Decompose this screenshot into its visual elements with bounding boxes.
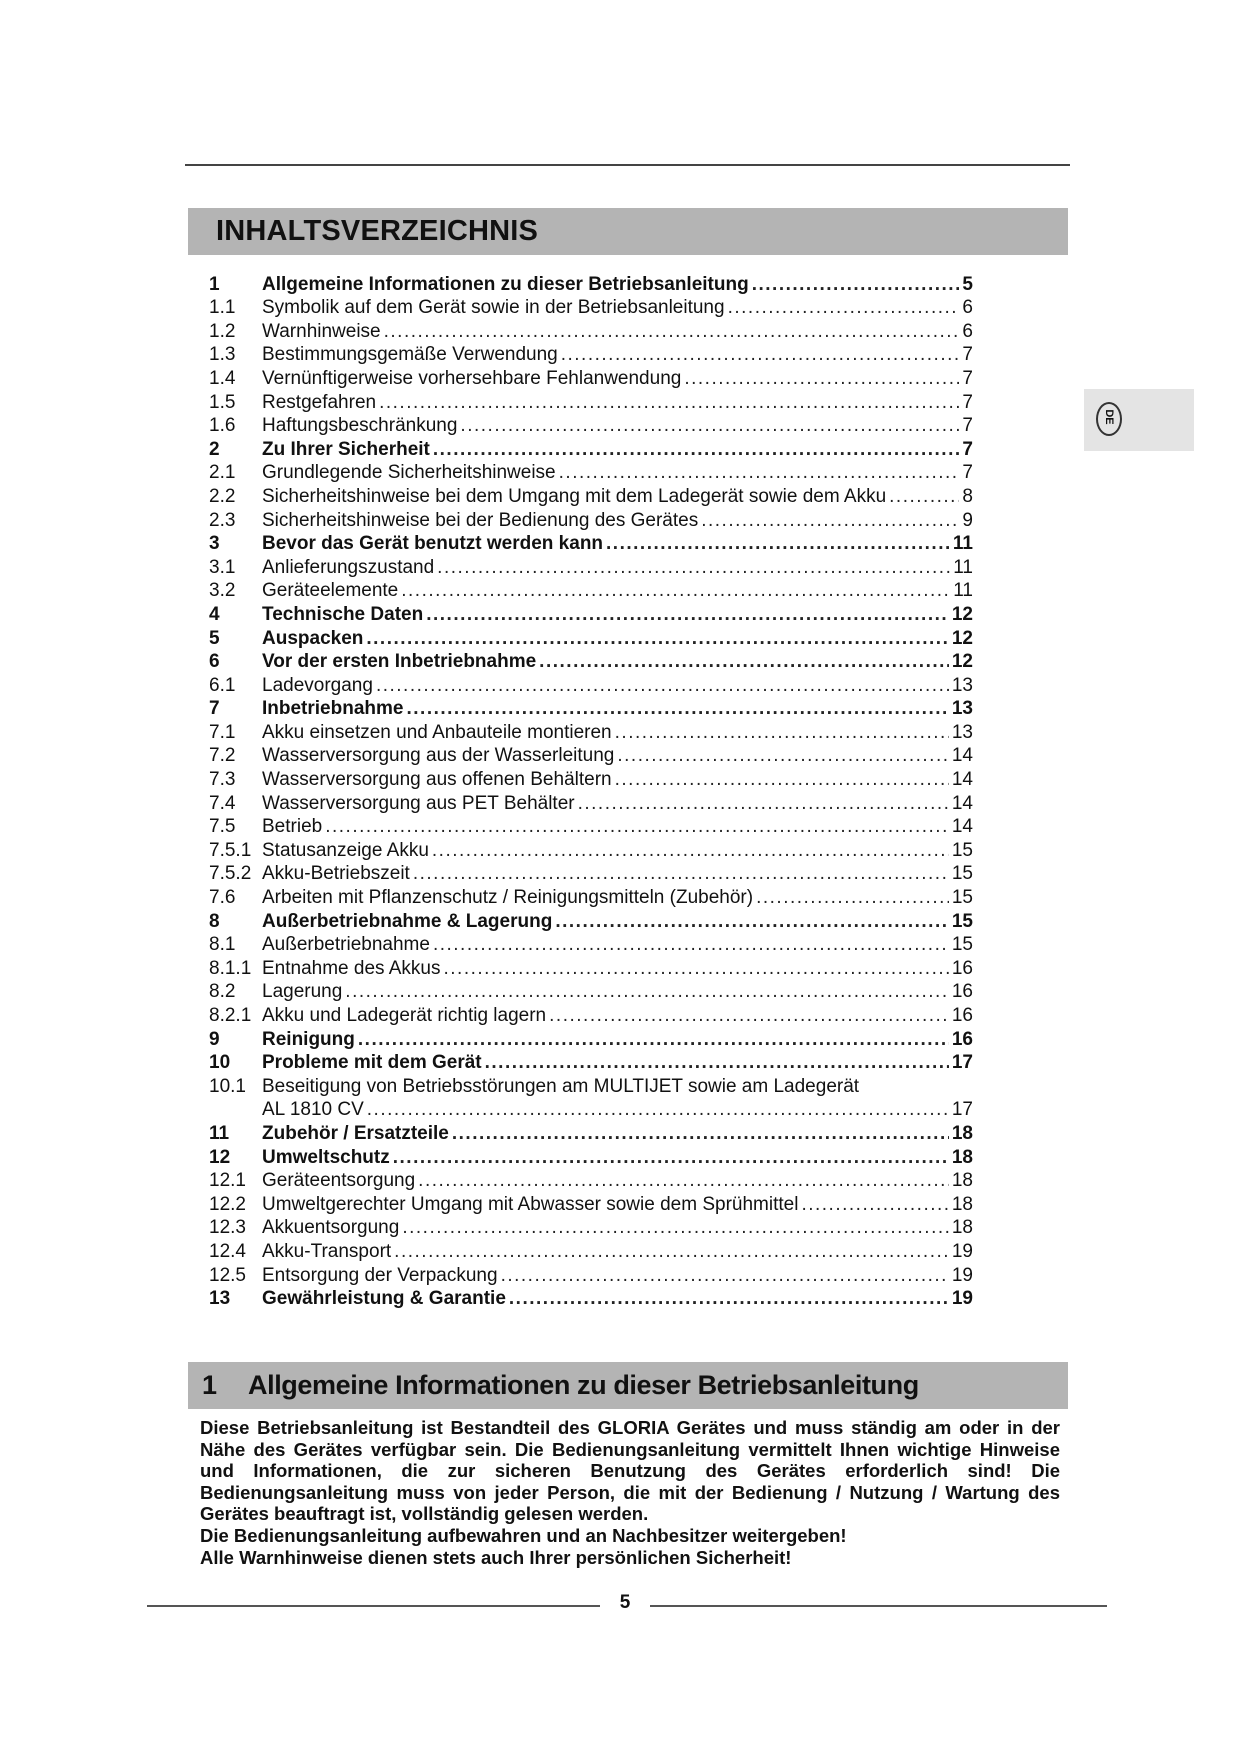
toc-entry-page: 13 <box>951 698 973 720</box>
toc-leader-dots <box>561 344 960 365</box>
toc-leader-dots <box>437 557 950 578</box>
toc-entry[interactable] <box>209 908 973 932</box>
toc-entry[interactable] <box>209 884 973 908</box>
toc-entry[interactable] <box>209 696 973 720</box>
intro-paragraph: Diese Betriebsanleitung ist Bestandteil des GLORIA Gerätes und muss ständig am oder in der Nähe des Gerätes verfügbar sein. Die Bedienungsanleitung vermittelt Ihnen wichtige Hinweise und Informationen, die zur sicheren Benutzung des Gerätes erforderlich sind! Die Bedienungsanleitung muss von jeder Person, die mit der Bedienung / Nutzung / Wartung des Gerätes beauftragt ist, vollständig gelesen werden. <box>200 1417 1060 1525</box>
toc-entry-number: 6.1 <box>209 674 236 696</box>
toc-entry-title: Außerbetriebnahme & Lagerung <box>262 910 553 932</box>
toc-entry-page: 13 <box>951 721 973 743</box>
toc-entry[interactable] <box>209 672 973 696</box>
toc-entry-number: 8.2 <box>209 981 236 1003</box>
toc-leader-dots <box>433 934 949 955</box>
toc-entry-number: 1.4 <box>209 367 236 389</box>
toc-leader-dots <box>889 486 959 507</box>
toc-entry[interactable] <box>209 436 973 460</box>
toc-entry-number: 10 <box>209 1052 231 1074</box>
toc-entry-number: 13 <box>209 1288 231 1310</box>
toc-entry-number: 12.4 <box>209 1240 246 1262</box>
toc-entry-number: 7.2 <box>209 745 236 767</box>
toc-leader-dots <box>549 1005 949 1026</box>
toc-entry[interactable] <box>209 483 973 507</box>
toc-entry-title: Wasserversorgung aus PET Behälter <box>262 792 575 814</box>
toc-entry[interactable] <box>209 365 973 389</box>
toc-entry[interactable] <box>209 389 973 413</box>
toc-entry-title: Akku-Transport <box>262 1240 392 1262</box>
toc-entry-number: 12 <box>209 1146 231 1168</box>
toc-entry-title: Akkuentsorgung <box>262 1217 400 1239</box>
toc-entry[interactable] <box>209 318 973 342</box>
toc-leader-dots <box>345 981 949 1002</box>
toc-entry-page: 7 <box>962 344 973 366</box>
toc-leader-dots <box>485 1052 949 1073</box>
toc-leader-dots <box>615 769 949 790</box>
toc-entry-title: Zubehör / Ersatzteile <box>262 1122 449 1144</box>
toc-entry-number: 10.1 <box>209 1075 246 1097</box>
toc-entry-page: 15 <box>951 910 973 932</box>
toc-entry-title: Restgefahren <box>262 391 377 413</box>
toc-entry-title: Sicherheitshinweise bei dem Umgang mit dem Ladegerät sowie dem Akku <box>262 485 887 507</box>
toc-entry-page: 14 <box>951 769 973 791</box>
toc-leader-dots <box>366 628 948 649</box>
toc-entry-page: 12 <box>951 651 973 673</box>
toc-leader-dots <box>426 604 949 625</box>
toc-entry-page: 7 <box>962 438 973 460</box>
toc-leader-dots <box>406 698 948 719</box>
toc-entry-number: 2.1 <box>209 462 236 484</box>
toc-entry-title: Lagerung <box>262 981 343 1003</box>
language-label: DE <box>1103 409 1115 425</box>
toc-entry[interactable] <box>209 342 973 366</box>
toc-entry-continuation[interactable] <box>209 1097 973 1121</box>
toc-leader-dots <box>379 392 959 413</box>
toc-leader-dots <box>432 840 949 861</box>
toc-leader-dots <box>384 321 960 342</box>
toc-leader-dots <box>539 651 949 672</box>
toc-entry[interactable] <box>209 790 973 814</box>
toc-entry[interactable] <box>209 1238 973 1262</box>
toc-entry-number: 7.1 <box>209 721 236 743</box>
toc-entry-number: 9 <box>209 1028 220 1050</box>
toc-entry-title-cont: AL 1810 CV <box>262 1099 364 1121</box>
toc-leader-dots <box>801 1194 948 1215</box>
toc-entry-number: 6 <box>209 651 220 673</box>
toc-entry-page: 16 <box>951 957 973 979</box>
toc-entry-title: Probleme mit dem Gerät <box>262 1052 482 1074</box>
toc-entry-page: 18 <box>951 1193 973 1215</box>
toc-entry-page: 7 <box>962 367 973 389</box>
toc-entry-number: 1.3 <box>209 344 236 366</box>
toc-entry-number: 7.5.2 <box>209 863 252 885</box>
toc-leader-dots <box>452 1123 949 1144</box>
toc-entry-number: 3.2 <box>209 580 236 602</box>
toc-entry-number: 1.5 <box>209 391 236 413</box>
toc-entry[interactable] <box>209 1050 973 1074</box>
toc-entry-number: 7.6 <box>209 887 236 909</box>
toc-entry-title: Arbeiten mit Pflanzenschutz / Reinigungsmitteln (Zubehör) <box>262 887 754 909</box>
toc-entry-page: 15 <box>951 839 973 861</box>
toc-entry-number: 4 <box>209 603 220 625</box>
toc-entry[interactable] <box>209 1262 973 1286</box>
toc-leader-dots <box>752 274 960 295</box>
toc-entry-title: Vernünftigerweise vorhersehbare Fehlanwendung <box>262 367 682 389</box>
toc-entry-number: 11 <box>209 1122 230 1144</box>
toc-entry-page: 16 <box>951 1028 973 1050</box>
toc-entry-page: 15 <box>951 887 973 909</box>
toc-entry-page: 7 <box>962 462 973 484</box>
toc-entry[interactable] <box>209 814 973 838</box>
toc-entry-title: Sicherheitshinweise bei der Bedienung des Gerätes <box>262 509 699 531</box>
toc-entry-title: Akku und Ladegerät richtig lagern <box>262 1005 547 1026</box>
toc-entry-page: 6 <box>962 320 973 342</box>
toc-entry[interactable] <box>209 413 973 437</box>
toc-leader-dots <box>402 1217 949 1238</box>
toc-entry-number: 12.5 <box>209 1264 246 1286</box>
toc-leader-dots <box>376 675 949 696</box>
toc-entry-page: 16 <box>951 1005 973 1026</box>
toc-entry-page: 11 <box>952 533 973 555</box>
toc-leader-dots <box>413 863 949 884</box>
toc-entry-page: 12 <box>951 627 973 649</box>
toc-entry[interactable] <box>209 578 973 602</box>
toc-leader-dots <box>393 1147 949 1168</box>
toc-entry-page: 17 <box>951 1052 973 1074</box>
toc-entry-title: Reinigung <box>262 1028 355 1050</box>
toc-entry[interactable] <box>209 1002 973 1026</box>
section-intro <box>200 1417 1060 1568</box>
toc-entry-title: Akku einsetzen und Anbauteile montieren <box>262 721 612 743</box>
toc-entry[interactable] <box>209 531 973 555</box>
toc-entry-page: 18 <box>951 1146 973 1168</box>
language-tab <box>1084 389 1194 451</box>
toc-entry-page: 8 <box>962 485 973 507</box>
toc-entry-number: 1.2 <box>209 320 236 342</box>
toc-entry-number: 12.1 <box>209 1170 246 1192</box>
toc-entry-page: 14 <box>951 792 973 814</box>
toc-entry-page: 18 <box>951 1217 973 1239</box>
toc-entry-page: 11 <box>953 580 973 602</box>
toc-leader-dots <box>444 958 949 979</box>
footer-rule-left <box>147 1605 600 1607</box>
toc-entry[interactable] <box>209 295 973 319</box>
intro-line-safety: Alle Warnhinweise dienen stets auch Ihrer persönlichen Sicherheit! <box>200 1546 792 1568</box>
toc-entry[interactable] <box>209 460 973 484</box>
toc-entry-title: Entsorgung der Verpackung <box>262 1264 498 1286</box>
toc-entry-page: 11 <box>953 556 973 578</box>
toc-entry-title: Anlieferungszustand <box>262 556 435 578</box>
toc-entry[interactable] <box>209 649 973 673</box>
toc-entry-number: 7.4 <box>209 792 236 814</box>
toc-entry-title: Technische Daten <box>262 603 424 625</box>
toc-entry[interactable] <box>209 601 973 625</box>
toc-entry-page: 17 <box>951 1099 973 1121</box>
section-number: 1 <box>202 1370 217 1400</box>
toc-entry[interactable] <box>209 507 973 531</box>
toc-entry-title: Beseitigung von Betriebsstörungen am MULTIJET sowie am Ladegerät <box>262 1075 860 1097</box>
section-title: Allgemeine Informationen zu dieser Betriebsanleitung <box>248 1370 919 1400</box>
toc-entry-number: 1.1 <box>209 297 236 319</box>
footer-rule-right <box>650 1605 1107 1607</box>
toc-entry-number: 5 <box>209 627 220 649</box>
toc-entry-title: Geräteelemente <box>262 580 399 602</box>
toc-leader-dots <box>418 1170 949 1191</box>
toc-leader-dots <box>606 533 950 554</box>
toc-entry-number: 7 <box>209 698 220 720</box>
intro-line-keep-manual: Die Bedienungsanleitung aufbewahren und an Nachbesitzer weitergeben! <box>200 1524 847 1546</box>
toc-entry[interactable] <box>209 1026 973 1050</box>
toc-entry[interactable] <box>209 955 973 979</box>
toc-leader-dots <box>728 297 960 318</box>
toc-entry[interactable] <box>209 1286 973 1310</box>
toc-leader-dots <box>617 745 949 766</box>
toc-leader-dots <box>578 793 949 814</box>
toc-entry-number: 3 <box>209 533 220 555</box>
toc-entry-title: Bevor das Gerät benutzt werden kann <box>262 533 604 555</box>
toc-entry-number: 3.1 <box>209 556 236 578</box>
toc-entry-page: 18 <box>951 1122 973 1144</box>
toc-entry-number: 2.3 <box>209 509 236 531</box>
toc-leader-dots <box>756 887 949 908</box>
section-heading <box>188 1362 1068 1409</box>
toc-entry[interactable] <box>209 719 973 743</box>
toc-entry[interactable] <box>209 1120 973 1144</box>
toc-entry-page: 19 <box>951 1288 973 1310</box>
toc-title: INHALTSVERZEICHNIS <box>188 208 1068 255</box>
toc-leader-dots <box>684 368 959 389</box>
toc-leader-dots <box>501 1265 949 1286</box>
toc-entry-page: 18 <box>951 1170 973 1192</box>
toc-entry-page: 13 <box>951 674 973 696</box>
toc-entry-title: Statusanzeige Akku <box>262 839 429 861</box>
toc-leader-dots <box>615 722 949 743</box>
toc-entry-title: Wasserversorgung aus der Wasserleitung <box>262 745 615 767</box>
toc-entry-title: Akku-Betriebszeit <box>262 863 410 885</box>
toc-leader-dots <box>367 1099 949 1120</box>
toc-entry-title: Außerbetriebnahme <box>262 934 430 956</box>
toc-entry[interactable] <box>209 979 973 1003</box>
toc-entry[interactable] <box>209 861 973 885</box>
table-of-contents <box>209 271 973 1309</box>
toc-entry[interactable] <box>209 743 973 767</box>
toc-entry-number: 8.1.1 <box>209 957 252 979</box>
toc-leader-dots <box>509 1288 949 1309</box>
toc-entry-page: 9 <box>962 509 973 531</box>
toc-entry-number: 2.2 <box>209 485 236 507</box>
toc-entry-title: Inbetriebnahme <box>262 698 404 720</box>
toc-entry-title: Betrieb <box>262 816 323 838</box>
toc-leader-dots <box>460 415 959 436</box>
toc-entry-title: Ladevorgang <box>262 674 373 696</box>
toc-entry-title: Geräteentsorgung <box>262 1170 416 1192</box>
toc-entry-page: 16 <box>951 981 973 1003</box>
toc-entry[interactable] <box>209 837 973 861</box>
toc-entry-title: Warnhinweise <box>262 320 381 342</box>
toc-leader-dots <box>401 580 950 601</box>
toc-entry-page: 7 <box>962 415 973 437</box>
toc-entry-number: 8.2.1 <box>209 1005 252 1026</box>
toc-entry-number: 1 <box>209 273 220 295</box>
toc-entry[interactable] <box>209 766 973 790</box>
toc-entry-page: 5 <box>962 273 973 295</box>
toc-leader-dots <box>559 462 960 483</box>
toc-entry-page: 14 <box>951 745 973 767</box>
toc-entry[interactable] <box>209 1073 973 1097</box>
toc-entry-title: Auspacken <box>262 627 364 649</box>
toc-leader-dots <box>358 1029 949 1050</box>
toc-entry-page: 6 <box>962 297 973 319</box>
toc-entry-number: 2 <box>209 438 220 460</box>
toc-entry-title: Haftungsbeschränkung <box>262 415 458 437</box>
toc-entry-title: Gewährleistung & Garantie <box>262 1288 506 1310</box>
toc-entry-page: 7 <box>962 391 973 413</box>
toc-entry-number: 7.5.1 <box>209 839 252 861</box>
toc-entry-title: Symbolik auf dem Gerät sowie in der Betriebsanleitung <box>262 297 725 319</box>
toc-entry-number: 1.6 <box>209 415 236 437</box>
toc-entry-title: Wasserversorgung aus offenen Behältern <box>262 769 612 791</box>
toc-entry-number: 8.1 <box>209 934 236 956</box>
toc-entry-title: Umweltschutz <box>262 1146 390 1168</box>
toc-entry[interactable] <box>209 1215 973 1239</box>
toc-entry-page: 15 <box>951 863 973 885</box>
toc-entry-title: Allgemeine Informationen zu dieser Betriebsanleitung <box>262 273 749 295</box>
toc-entry-title: Umweltgerechter Umgang mit Abwasser sowie dem Sprühmittel <box>262 1193 799 1215</box>
toc-entry[interactable] <box>209 271 973 295</box>
toc-entry[interactable] <box>209 932 973 956</box>
toc-entry-title: Zu Ihrer Sicherheit <box>262 438 430 460</box>
toc-entry-page: 19 <box>951 1240 973 1262</box>
toc-leader-dots <box>701 510 959 531</box>
toc-entry[interactable] <box>209 1144 973 1168</box>
top-rule <box>185 164 1070 166</box>
toc-leader-dots <box>325 816 949 837</box>
toc-entry[interactable] <box>209 625 973 649</box>
toc-entry-number: 12.2 <box>209 1193 246 1215</box>
toc-entry-page: 12 <box>951 603 973 625</box>
page-number: 5 <box>619 1592 631 1613</box>
toc-entry-number: 8 <box>209 910 220 932</box>
toc-entry[interactable] <box>209 1168 973 1192</box>
toc-entry-number: 7.5 <box>209 816 236 838</box>
toc-leader-dots <box>555 911 949 932</box>
toc-entry[interactable] <box>209 554 973 578</box>
toc-entry-number: 7.3 <box>209 769 236 791</box>
toc-entry[interactable] <box>209 1191 973 1215</box>
toc-entry-title: Vor der ersten Inbetriebnahme <box>262 651 537 673</box>
toc-entry-page: 14 <box>951 816 973 838</box>
toc-entry-title: Bestimmungsgemäße Verwendung <box>262 344 558 366</box>
toc-entry-number: 12.3 <box>209 1217 246 1239</box>
toc-entry-title: Entnahme des Akkus <box>262 957 441 979</box>
toc-leader-dots <box>394 1241 949 1262</box>
toc-entry-page: 15 <box>951 934 973 956</box>
toc-leader-dots <box>433 439 960 460</box>
toc-entry-page: 19 <box>951 1264 973 1286</box>
toc-entry-title: Grundlegende Sicherheitshinweise <box>262 462 556 484</box>
